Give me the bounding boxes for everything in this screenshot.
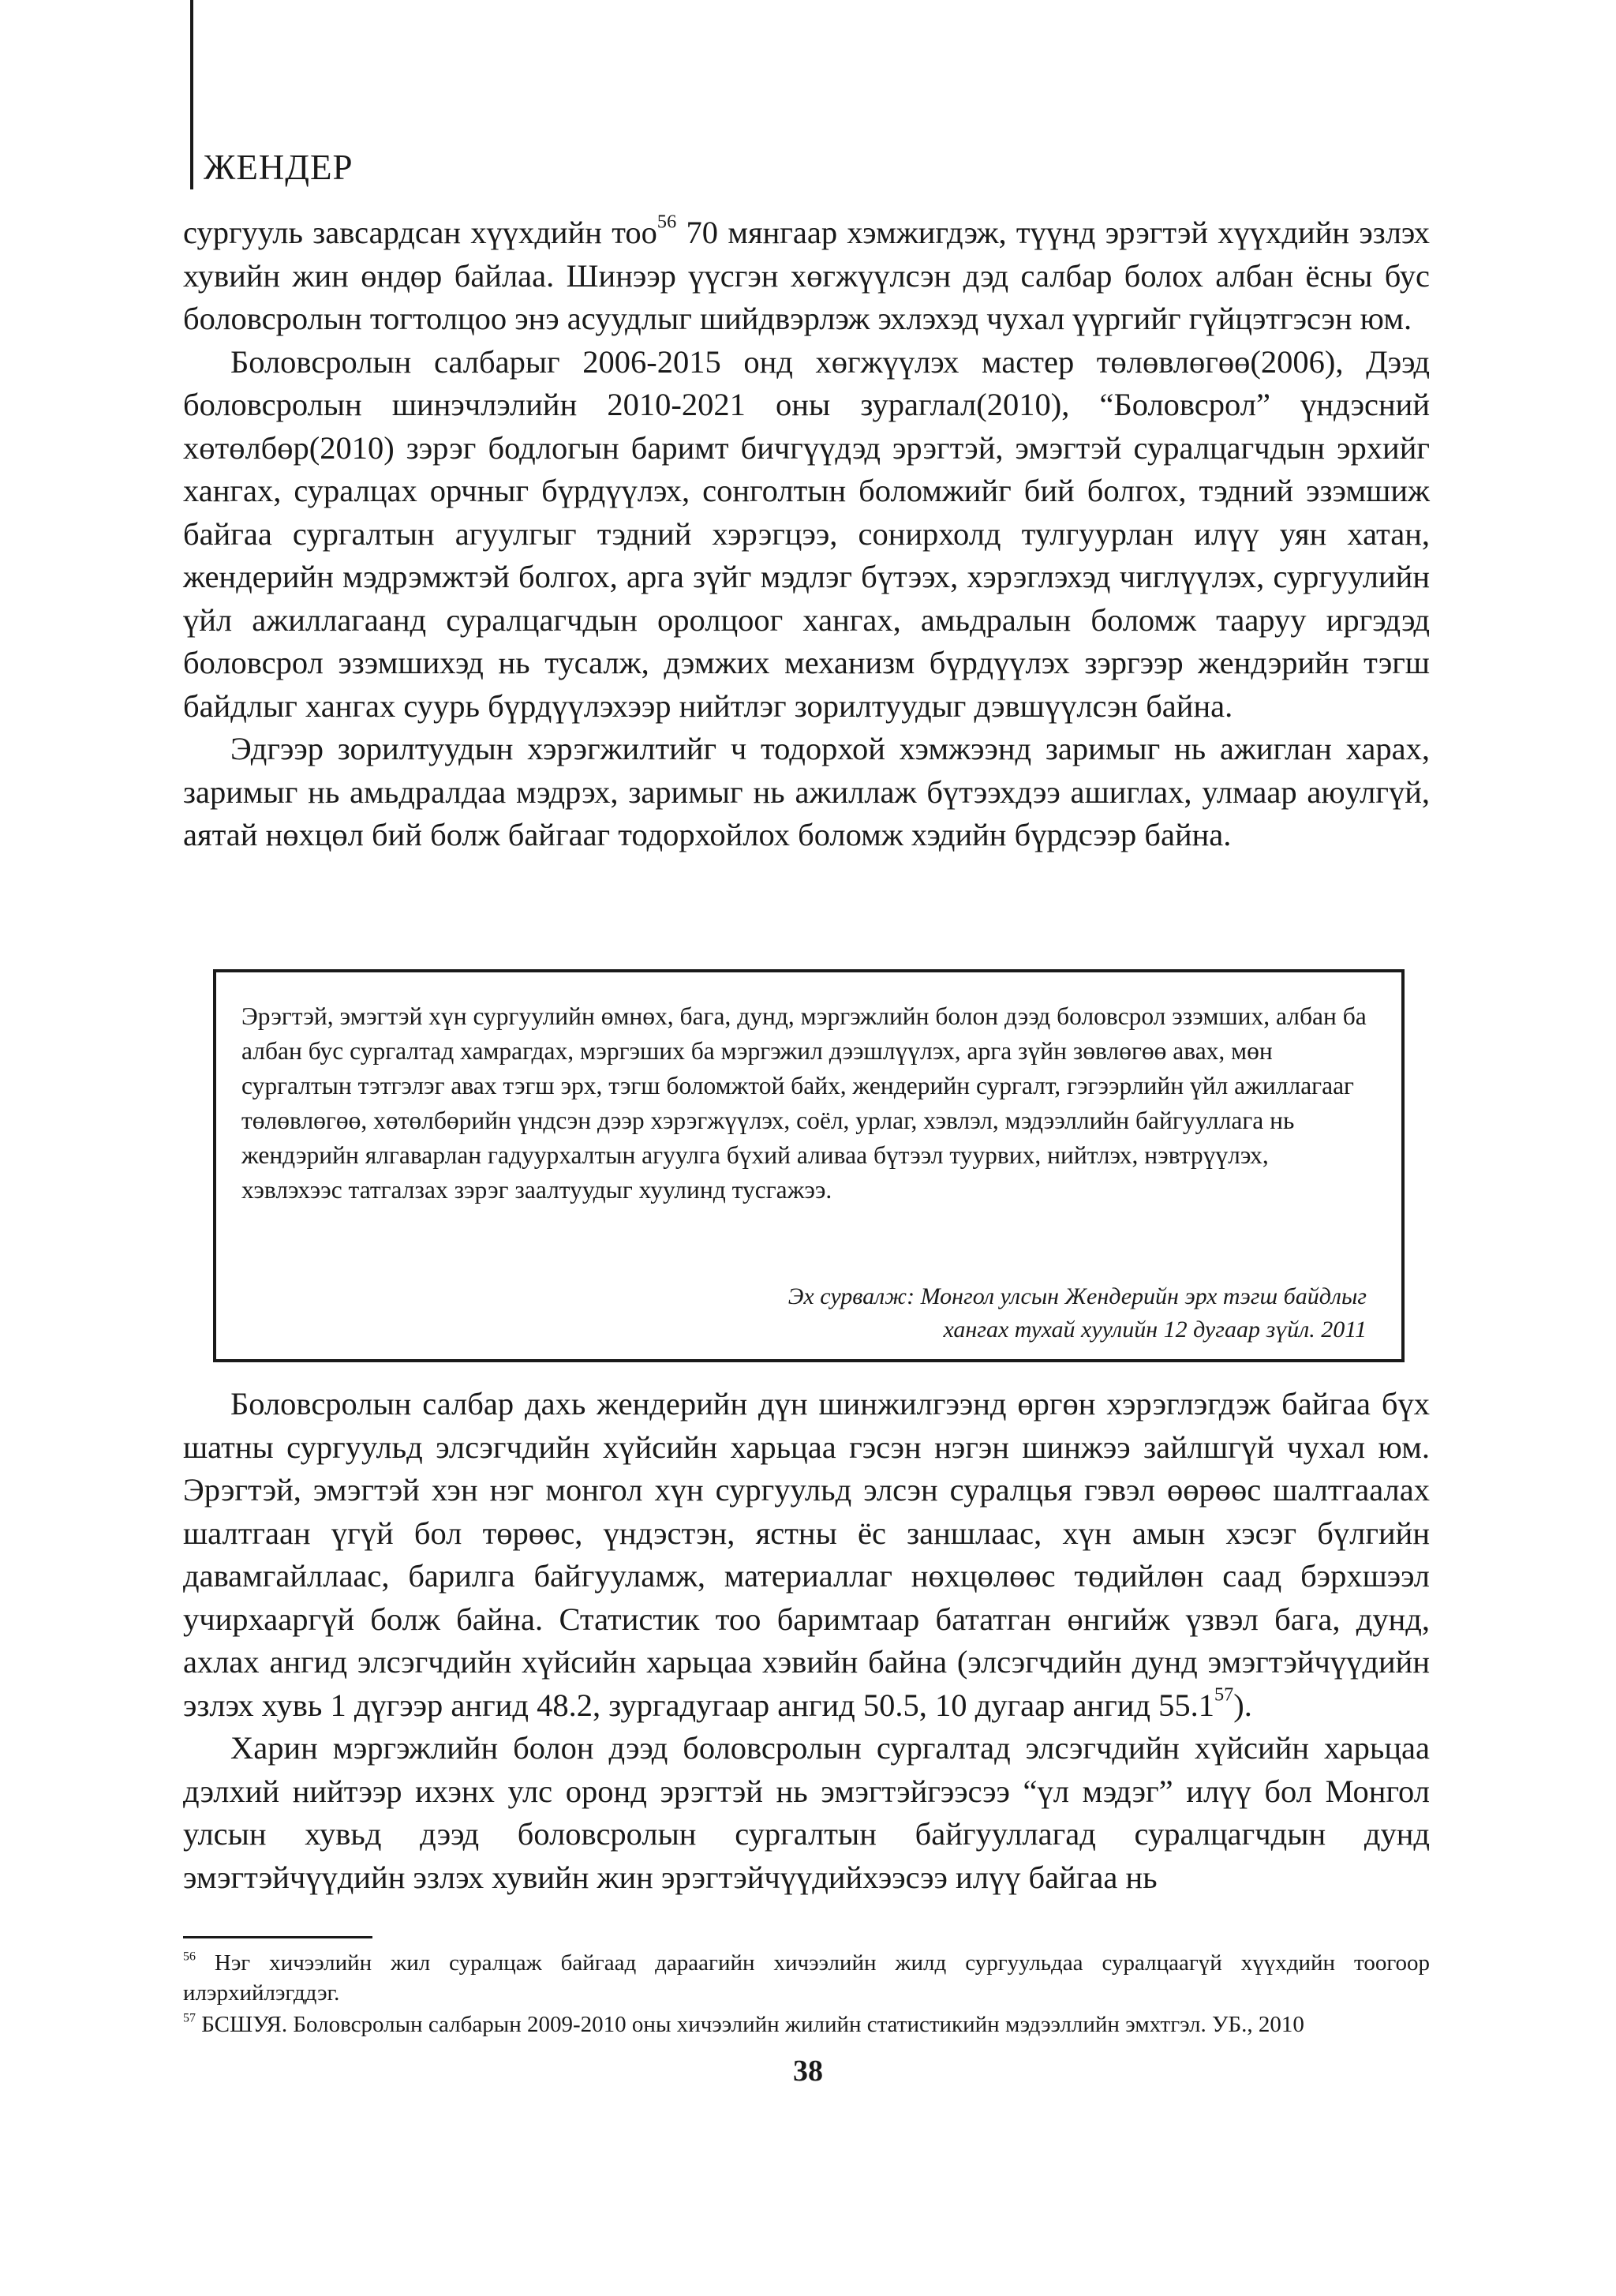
law-quote-box <box>213 969 1405 1362</box>
footnotes <box>183 1948 1430 2041</box>
paragraph-1-text-b: 70 мянгаар хэмжигдэж, түүнд эрэгтэй хүүхдийн эзлэх хувийн жин өндөр байлаа. Шинээр үүсгэн хөгжүүлсэн дэд салбар болох албан ёсны бус боловсролын тогтолцоо энэ асуудлыг шийдвэрлэж эхлэхэд чухал үүргийг гүйцэтгэсэн юм. <box>183 215 1430 336</box>
law-quote-text: Эрэгтэй, эмэгтэй хүн сургуулийн өмнөх, бага, дунд, мэргэжлийн болон дээд боловсрол эзэмших, албан ба албан бус сургалтад хамрагдах, мэргэших ба мэргэжил дээшлүүлэх, арга зүйн зөвлөгөө авах, мөн сургалтын тэтгэлэг авах тэгш эрх, тэгш боломжтой байх, жендерийн сургалт, гэгээрлийн үйл ажиллагааг төлөвлөгөө, хөтөлбөрийн үндсэн дээр хэрэгжүүлэх, соёл, урлаг, хэвлэл, мэдээллийн байгууллага нь жендэрийн ялгаварлан гадуурхалтын агуулга бүхий аливаа бүтээл туурвих, нийтлэх, нэвтрүүлэх, хэвлэхээс татгалзах зэрэг заалтуудыг хуулинд тусгажээ. <box>241 1002 1367 1204</box>
paragraph-2: Боловсролын салбарыг 2006-2015 онд хөгжүүлэх мастер төлөвлөгөө(2006), Дээд боловсролын шинэчлэлийн 2010-2021 оны зураглал(2010), “Боловсрол” үндэсний хөтөлбөр(2010) зэрэг бодлогын баримт бичгүүдэд эрэгтэй, эмэгтэй суралцагчдын эрхийг хангах, суралцах орчныг бүрдүүлэх, сонголтын боломжийг бий болгох, тэдний эзэмшиж байгаа сургалтын агуулгыг тэдний хэрэгцээ, сонирхолд тулгуурлан илүү уян хатан, жендерийн мэдрэмжтэй болгох, арга зүйг мэдлэг бүтээх, хэрэглэхэд чиглүүлэх, сургуулийн үйл ажиллагаанд суралцагчдын оролцоог хангах, амьдралын боломж тааруу иргэдэд боловсрол эзэмшихэд нь тусалж, дэмжих механизм бүрдүүлэх зэргээр жендэрийн тэгш байдлыг хангах суурь бүрдүүлэхээр нийтлэг зорилтуудыг дэвшүүлсэн байна. <box>183 343 1430 724</box>
footnote-number: 57 <box>183 2011 196 2025</box>
footnote-separator <box>183 1936 372 1938</box>
header-vertical-rule <box>190 0 193 189</box>
paragraph-5: Харин мэргэжлийн болон дээд боловсролын сургалтад элсэгчдийн хүйсийн харьцаа дэлхий нийтээр ихэнх улс оронд эрэгтэй нь эмэгтэйгээсээ “үл мэдэг” илүү бол Монгол улсын хувьд дээд боловсролын сургалтын байгууллагад суралцагчдын дунд эмэгтэйчүүдийн эзлэх хувийн жин эрэгтэйчүүдийхээсээ илүү байгаа нь <box>183 1730 1430 1895</box>
body-text-top <box>183 212 1430 857</box>
paragraph-3: Эдгээр зорилтуудын хэрэгжилтийг ч тодорхой хэмжээнд заримыг нь ажиглан харах, заримыг нь амьдралдаа мэдрэх, заримыг нь ажиллаж бүтээхдээ ашиглах, улмаар аюулгүй, аятай нөхцөл бий болж байгааг тодорхойлох боломж хэдийн бүрдсээр байна. <box>183 731 1430 852</box>
paragraph-1-text-a: сургууль завсардсан хүүхдийн тоо <box>183 215 657 250</box>
footnote-text: БСШУЯ. Боловсролын салбарын 2009-2010 оны хичээлийн жилийн статистикийн мэдээллийн эмхтгэл. УБ., 2010 <box>195 2012 1304 2037</box>
footnote-number: 56 <box>183 1950 196 1964</box>
paragraph-4 <box>183 1383 1430 1727</box>
law-quote-source-line-2: хангах тухай хуулийн 12 дугаар зүйл. 2011 <box>943 1317 1367 1343</box>
law-quote-source <box>788 1280 1367 1347</box>
footnote-57 <box>183 2009 1430 2039</box>
footnote-ref-56[interactable]: 56 <box>656 211 677 233</box>
paragraph-4-text-a: Боловсролын салбар дахь жендерийн дүн шинжилгээнд өргөн хэрэглэгдэж байгаа бүх шатны сургуульд элсэгчдийн хүйсийн харьцаа гэсэн нэгэн шинжээ зайлшгүй чухал юм. Эрэгтэй, эмэгтэй хэн нэг монгол хүн сургуульд элсэн суралцья гэвэл өөрөөс шалтгаалах шалтгаан үгүй бол төрөөс, үндэстэн, ястны ёс заншлаас, хүн амын хэсэг бүлгийн давамгайллаас, барилга байгууламж, материаллаг нөхцөлөөс төдийлөн саад бэрхшээл учирхааргүй болж байна. Статистик тоо баримтаар бататган өнгийж үзвэл бага, дунд, ахлах ангид элсэгчдийн хүйсийн харьцаа хэвийн байна (элсэгчдийн дунд эмэгтэйчүүдийн эзлэх хувь 1 дүгээр ангид 48.2, зургадугаар ангид 50.5, 10 дугаар ангид 55.1 <box>183 1386 1430 1723</box>
footnote-text: Нэг хичээлийн жил суралцаж байгаад дараагийн хичээлийн жилд сургуульдаа суралцаагүй хүүхдийн тоогоор илэрхийлэгддэг. <box>183 1950 1430 2006</box>
footnote-ref-57[interactable]: 57 <box>1214 1684 1234 1706</box>
paragraph-1 <box>183 212 1430 341</box>
paragraph-4-text-b: ). <box>1233 1687 1252 1723</box>
footnote-56 <box>183 1948 1430 2008</box>
running-head: ЖЕНДЕР <box>204 148 354 187</box>
law-quote-source-line-1: Эх сурвалж: Монгол улсын Жендерийн эрх тэгш байдлыг <box>787 1283 1367 1309</box>
body-text-bottom <box>183 1383 1430 1899</box>
page-number: 38 <box>793 2054 823 2088</box>
